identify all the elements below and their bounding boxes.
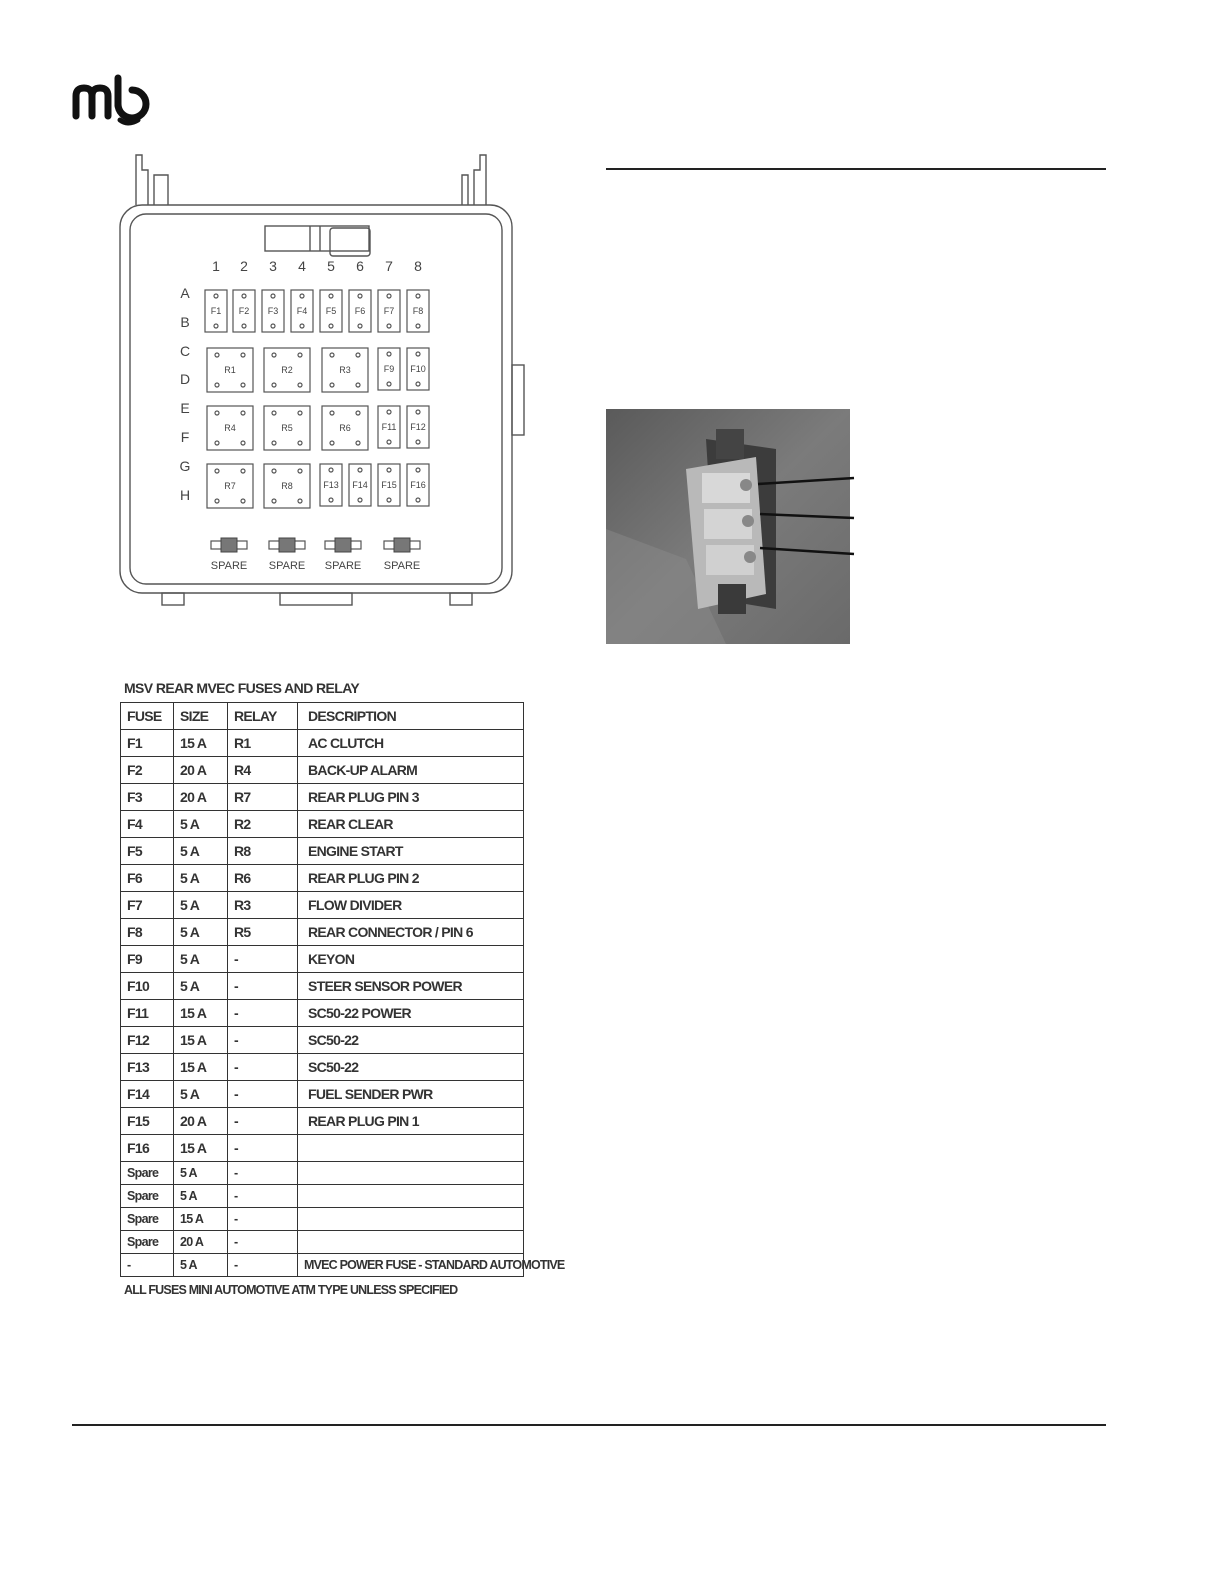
table-row (121, 1135, 524, 1162)
terminal-dot (387, 324, 391, 328)
spare-fuse-icon (384, 538, 420, 552)
cell-relay: - (228, 946, 298, 973)
table-header-row (121, 703, 524, 730)
header-relay: RELAY (228, 703, 298, 730)
terminal-dot (387, 352, 391, 356)
spare-fuse-icon (269, 538, 305, 552)
cell-fuse: F9 (121, 946, 174, 973)
terminal-dot (329, 498, 333, 502)
cell-fuse: F4 (121, 811, 174, 838)
cell-size: 5 A (174, 838, 228, 865)
header-description: DESCRIPTION (298, 703, 524, 730)
cell-description: MVEC POWER FUSE - STANDARD AUTOMOTIVE (298, 1254, 524, 1277)
terminal-dot (271, 294, 275, 298)
column-label: 1 (212, 258, 220, 274)
terminal-dot (387, 410, 391, 414)
cell-relay: - (228, 1108, 298, 1135)
cell-relay: - (228, 1185, 298, 1208)
terminal-dot (387, 440, 391, 444)
terminal-dot (387, 382, 391, 386)
terminal-dot (241, 499, 245, 503)
cell-description (298, 1185, 524, 1208)
cell-relay: - (228, 1208, 298, 1231)
terminal-dot (416, 382, 420, 386)
fuse-relay-table (120, 702, 565, 1277)
cell-fuse: F1 (121, 730, 174, 757)
cell-relay: R7 (228, 784, 298, 811)
terminal-dot (358, 468, 362, 472)
bottom-rule (72, 1424, 1106, 1426)
column-label: 8 (414, 258, 422, 274)
spare-fuse-icon (211, 538, 247, 552)
cell-fuse: F13 (121, 1054, 174, 1081)
cell-size: 15 A (174, 1208, 228, 1231)
cell-size: 20 A (174, 1231, 228, 1254)
terminal-dot (358, 324, 362, 328)
cell-description: REAR PLUG PIN 2 (298, 865, 524, 892)
row-label: D (179, 371, 191, 387)
cell-relay: R6 (228, 865, 298, 892)
table-row (121, 1185, 524, 1208)
cell-fuse: F15 (121, 1108, 174, 1135)
fuse-box-diagram (110, 150, 540, 610)
terminal-dot (215, 441, 219, 445)
terminal-dot (215, 469, 219, 473)
cell-size: 5 A (174, 892, 228, 919)
row-label: H (179, 487, 191, 503)
cell-relay: - (228, 1081, 298, 1108)
cell-fuse: F12 (121, 1027, 174, 1054)
table-row (121, 973, 524, 1000)
terminal-dot (416, 294, 420, 298)
terminal-dot (241, 383, 245, 387)
terminal-dot (215, 499, 219, 503)
cell-description (298, 1231, 524, 1254)
terminal-dot (330, 383, 334, 387)
terminal-dot (272, 411, 276, 415)
cell-size: 5 A (174, 1081, 228, 1108)
mb-logo (72, 76, 156, 128)
terminal-dot (356, 441, 360, 445)
terminal-dot (298, 499, 302, 503)
fuse-slot-label: F4 (296, 306, 308, 316)
row-label: E (180, 400, 190, 416)
cell-description (298, 1135, 524, 1162)
cell-fuse: F6 (121, 865, 174, 892)
terminal-dot (241, 353, 245, 357)
spare-fuse-icon (325, 538, 361, 552)
fuse-slot-label: F9 (383, 364, 395, 374)
cell-relay: R2 (228, 811, 298, 838)
row-label: F (180, 429, 190, 445)
cell-fuse: Spare (121, 1208, 174, 1231)
terminal-dot (272, 353, 276, 357)
cell-size: 20 A (174, 1108, 228, 1135)
terminal-dot (241, 411, 245, 415)
cell-relay: - (228, 1135, 298, 1162)
cell-relay: R4 (228, 757, 298, 784)
header-size: SIZE (174, 703, 228, 730)
photo-callout-lines (748, 468, 858, 564)
cell-size: 5 A (174, 865, 228, 892)
terminal-dot (356, 383, 360, 387)
table-row (121, 865, 524, 892)
cell-size: 15 A (174, 730, 228, 757)
fuse-slot-label: F11 (381, 422, 397, 432)
cell-relay: - (228, 1162, 298, 1185)
spare-label: SPARE (210, 560, 248, 572)
fuse-slot-label: F3 (267, 306, 279, 316)
row-label: G (179, 458, 191, 474)
cell-size: 15 A (174, 1000, 228, 1027)
table-row (121, 1108, 524, 1135)
fuse-slot-label: F5 (325, 306, 337, 316)
table-row (121, 1208, 524, 1231)
cell-description: ENGINE START (298, 838, 524, 865)
cell-fuse: Spare (121, 1185, 174, 1208)
cell-fuse: F11 (121, 1000, 174, 1027)
row-label: C (179, 343, 191, 359)
terminal-dot (298, 353, 302, 357)
cell-description: SC50-22 (298, 1054, 524, 1081)
terminal-dot (271, 324, 275, 328)
fuse-slot-label: F1 (210, 306, 222, 316)
table-row (121, 784, 524, 811)
cell-description: AC CLUTCH (298, 730, 524, 757)
cell-relay: - (228, 1231, 298, 1254)
terminal-dot (242, 294, 246, 298)
table-row (121, 1000, 524, 1027)
cell-description: STEER SENSOR POWER (298, 973, 524, 1000)
terminal-dot (387, 294, 391, 298)
cell-description: BACK-UP ALARM (298, 757, 524, 784)
relay-slot-label: R7 (224, 481, 236, 491)
cell-fuse: - (121, 1254, 174, 1277)
cell-size: 5 A (174, 1185, 228, 1208)
relay-slot-label: R8 (281, 481, 293, 491)
cell-relay: - (228, 1254, 298, 1277)
cell-description (298, 1162, 524, 1185)
relay-slot-label: R6 (339, 423, 351, 433)
cell-fuse: F8 (121, 919, 174, 946)
relay-slot-label: R2 (281, 365, 293, 375)
cell-relay: - (228, 1000, 298, 1027)
cell-description: FLOW DIVIDER (298, 892, 524, 919)
table-row (121, 757, 524, 784)
terminal-dot (298, 383, 302, 387)
cell-fuse: F5 (121, 838, 174, 865)
cell-size: 5 A (174, 919, 228, 946)
table-row (121, 1027, 524, 1054)
cell-description: SC50-22 (298, 1027, 524, 1054)
terminal-dot (329, 324, 333, 328)
terminal-dot (416, 468, 420, 472)
cell-fuse: F3 (121, 784, 174, 811)
table-row (121, 1254, 524, 1277)
table-footnote: ALL FUSES MINI AUTOMOTIVE ATM TYPE UNLESS SPECIFIED (124, 1283, 458, 1297)
relay-slot-label: R4 (224, 423, 236, 433)
cell-fuse: Spare (121, 1162, 174, 1185)
table-row (121, 838, 524, 865)
cell-relay: - (228, 973, 298, 1000)
cell-size: 15 A (174, 1135, 228, 1162)
terminal-dot (241, 441, 245, 445)
table-row (121, 1054, 524, 1081)
cell-description: REAR PLUG PIN 1 (298, 1108, 524, 1135)
column-label: 2 (240, 258, 248, 274)
terminal-dot (387, 498, 391, 502)
cell-fuse: F16 (121, 1135, 174, 1162)
fuse-slot-label: F6 (354, 306, 366, 316)
terminal-dot (298, 441, 302, 445)
spare-label: SPARE (383, 560, 421, 572)
column-label: 5 (327, 258, 335, 274)
terminal-dot (416, 440, 420, 444)
terminal-dot (329, 468, 333, 472)
cell-size: 5 A (174, 811, 228, 838)
terminal-dot (215, 411, 219, 415)
terminal-dot (272, 499, 276, 503)
terminal-dot (215, 383, 219, 387)
cell-relay: R8 (228, 838, 298, 865)
cell-fuse: Spare (121, 1231, 174, 1254)
cell-relay: - (228, 1027, 298, 1054)
cell-relay: R5 (228, 919, 298, 946)
table-row (121, 892, 524, 919)
fuse-slot-label: F7 (383, 306, 395, 316)
terminal-dot (214, 324, 218, 328)
terminal-dot (215, 353, 219, 357)
terminal-dot (330, 441, 334, 445)
terminal-dot (272, 469, 276, 473)
table-row (121, 919, 524, 946)
fuse-slot-label: F10 (410, 364, 426, 374)
cell-size: 15 A (174, 1027, 228, 1054)
terminal-dot (416, 352, 420, 356)
row-label: A (180, 285, 190, 301)
fuse-slot-label: F15 (381, 480, 397, 490)
cell-description: REAR CONNECTOR / PIN 6 (298, 919, 524, 946)
fuse-slot-label: F12 (410, 422, 426, 432)
cell-description: REAR PLUG PIN 3 (298, 784, 524, 811)
cell-description: FUEL SENDER PWR (298, 1081, 524, 1108)
cell-size: 20 A (174, 784, 228, 811)
terminal-dot (387, 468, 391, 472)
spare-label: SPARE (268, 560, 306, 572)
terminal-dot (416, 498, 420, 502)
table-row (121, 946, 524, 973)
terminal-dot (330, 353, 334, 357)
column-label: 6 (356, 258, 364, 274)
cell-fuse: F7 (121, 892, 174, 919)
header-fuse: FUSE (121, 703, 174, 730)
relay-slot-label: R1 (224, 365, 236, 375)
cell-relay: R1 (228, 730, 298, 757)
fuse-slot-label: F16 (410, 480, 426, 490)
terminal-dot (416, 324, 420, 328)
cell-description (298, 1208, 524, 1231)
terminal-dot (330, 411, 334, 415)
table-row (121, 730, 524, 757)
cell-size: 5 A (174, 1162, 228, 1185)
fuse-slot-label: F14 (352, 480, 368, 490)
terminal-dot (272, 441, 276, 445)
terminal-dot (242, 324, 246, 328)
terminal-dot (358, 294, 362, 298)
terminal-dot (298, 469, 302, 473)
cell-relay: - (228, 1054, 298, 1081)
terminal-dot (356, 411, 360, 415)
column-label: 7 (385, 258, 393, 274)
cell-fuse: F10 (121, 973, 174, 1000)
column-label: 3 (269, 258, 277, 274)
spare-label: SPARE (324, 560, 362, 572)
cell-size: 5 A (174, 1254, 228, 1277)
cell-description: KEYON (298, 946, 524, 973)
cell-size: 5 A (174, 946, 228, 973)
table-row (121, 1162, 524, 1185)
top-rule (606, 168, 1106, 170)
terminal-dot (214, 294, 218, 298)
terminal-dot (356, 353, 360, 357)
table-row (121, 1081, 524, 1108)
cell-fuse: F14 (121, 1081, 174, 1108)
terminal-dot (272, 383, 276, 387)
row-label: B (180, 314, 190, 330)
column-label: 4 (298, 258, 306, 274)
terminal-dot (300, 324, 304, 328)
terminal-dot (329, 294, 333, 298)
terminal-dot (241, 469, 245, 473)
relay-slot-label: R3 (339, 365, 351, 375)
relay-slot-label: R5 (281, 423, 293, 433)
fuse-slot-label: F13 (323, 480, 339, 490)
terminal-dot (416, 410, 420, 414)
cell-relay: R3 (228, 892, 298, 919)
cell-description: SC50-22 POWER (298, 1000, 524, 1027)
table-row (121, 811, 524, 838)
terminal-dot (298, 411, 302, 415)
cell-size: 15 A (174, 1054, 228, 1081)
fuse-slot-label: F8 (412, 306, 424, 316)
terminal-dot (300, 294, 304, 298)
cell-size: 20 A (174, 757, 228, 784)
table-title: MSV REAR MVEC FUSES AND RELAY (124, 680, 360, 696)
table-row (121, 1231, 524, 1254)
cell-description: REAR CLEAR (298, 811, 524, 838)
cell-size: 5 A (174, 973, 228, 1000)
terminal-dot (358, 498, 362, 502)
cell-fuse: F2 (121, 757, 174, 784)
fuse-slot-label: F2 (238, 306, 250, 316)
